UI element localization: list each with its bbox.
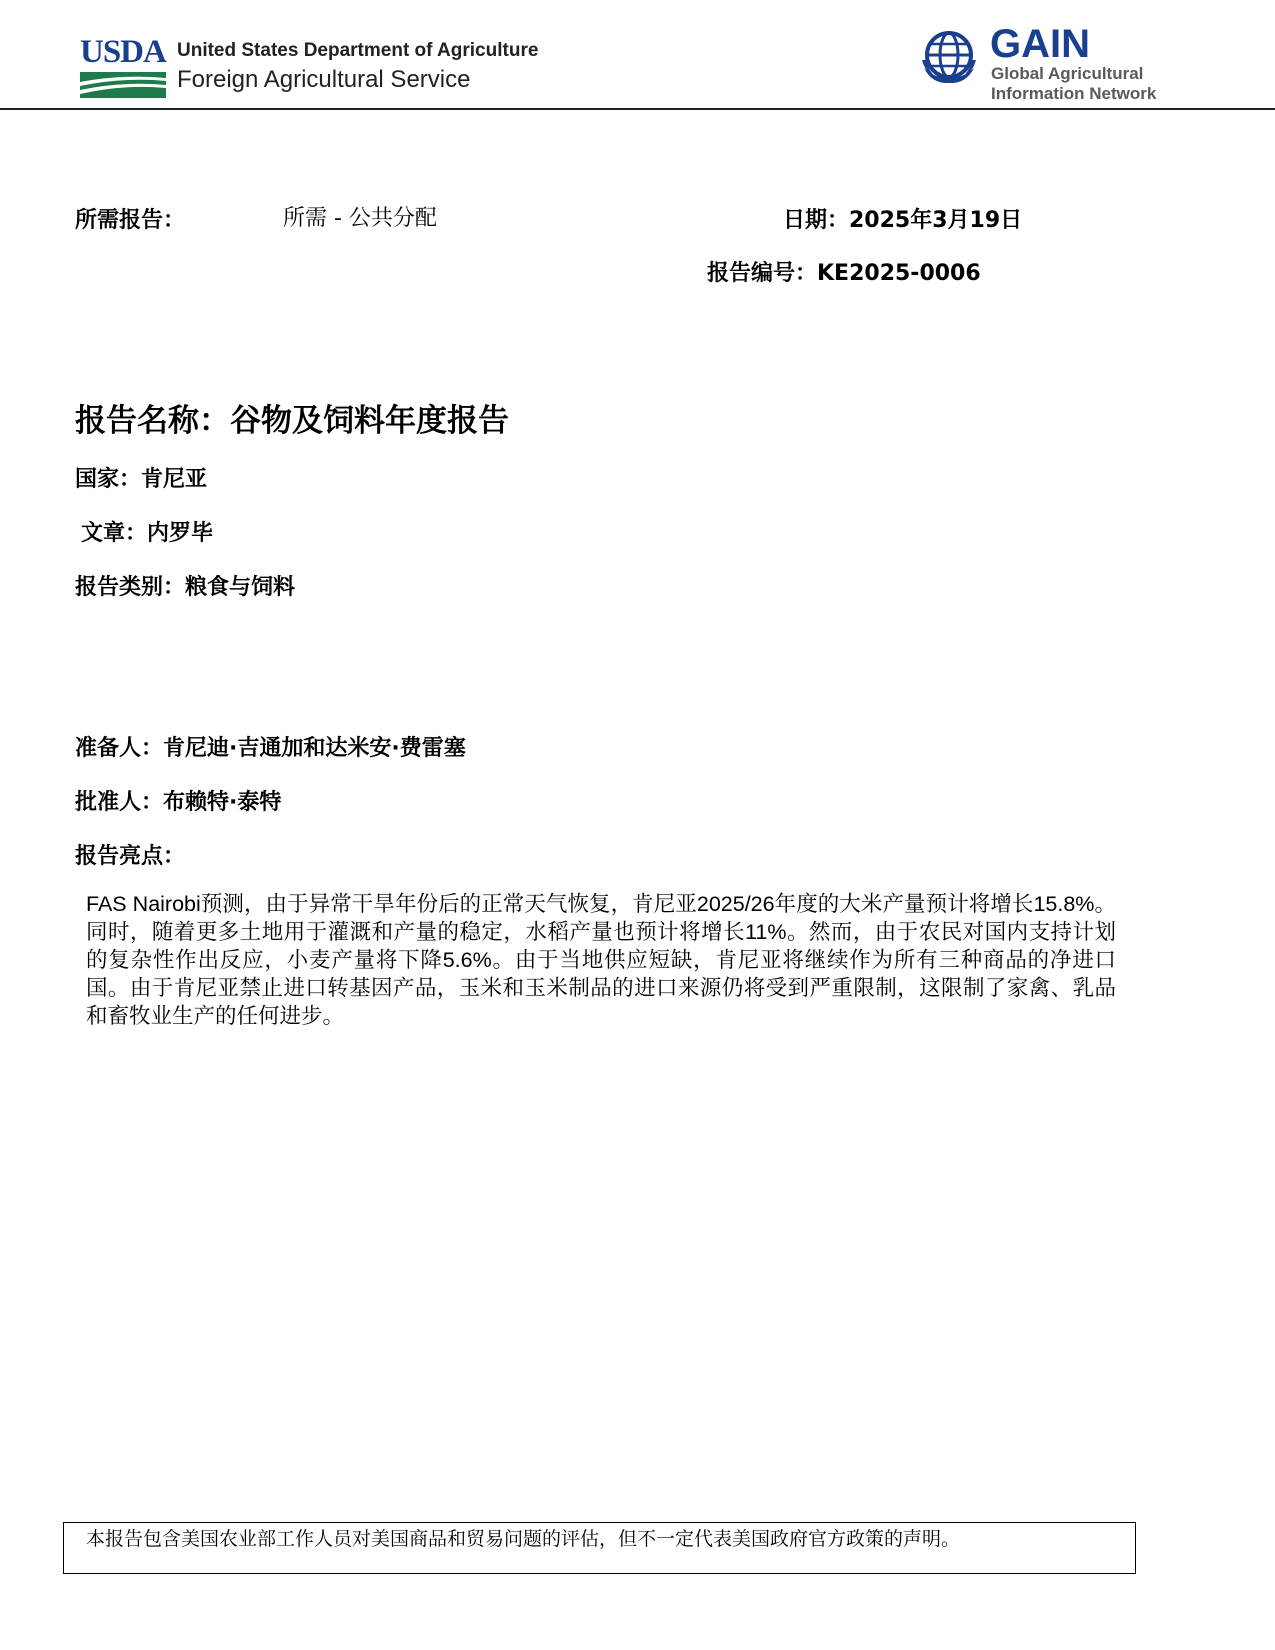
report-highlights-paragraph: FAS Nairobi预测，由于异常干旱年份后的正常天气恢复，肯尼亚2025/26年度的大米产量预计将增长15.8%。同时，随着更多土地用于灌溉和产量的稳定，水稻产量也预计将增长11%。然而，由于农民对国内支持计划的复杂性作出反应，小麦产量将下降5.6%。由于当地供应短缺，肯尼亚将继续作为所有三种商品的净进口国。由于肯尼亚禁止进口转基因产品，玉米和玉米制品的进口来源仍将受到严重限制，这限制了家禽、乳品和畜牧业生产的任何进步。: [86, 892, 1116, 1028]
gain-subtitle-line2: Information Network: [991, 84, 1157, 103]
report-date: 日期：2025年3月19日: [783, 208, 1023, 233]
globe-icon: [920, 28, 978, 86]
gain-subtitle-line1: Global Agricultural: [991, 64, 1144, 83]
usda-service-name: Foreign Agricultural Service: [177, 66, 471, 93]
highlights-label: 报告亮点：: [75, 844, 186, 869]
usda-department-name: United States Department of Agriculture: [177, 40, 539, 61]
report-title: 报告名称：谷物及饲料年度报告: [75, 403, 509, 439]
header-divider: [0, 108, 1275, 110]
report-post: 文章：内罗毕: [81, 521, 214, 546]
prepared-by: 准备人：肯尼迪·吉通加和达米安·费雷塞: [75, 736, 466, 761]
approved-by: 批准人：布赖特·泰特: [75, 790, 282, 815]
report-category: 报告类别：粮食与饲料: [75, 575, 296, 600]
gain-wordmark: GAIN: [990, 22, 1090, 66]
required-report-value: 所需 - 公共分配: [283, 206, 437, 231]
usda-green-fields-icon: [80, 72, 166, 98]
required-report-label: 所需报告：: [75, 208, 186, 233]
report-country: 国家：肯尼亚: [75, 467, 208, 492]
report-number: 报告编号：KE2025-0006: [707, 261, 981, 286]
usda-wordmark: USDA: [80, 34, 166, 70]
disclaimer-text: 本报告包含美国农业部工作人员对美国商品和贸易问题的评估，但不一定代表美国政府官方政策的声明。: [86, 1528, 961, 1550]
